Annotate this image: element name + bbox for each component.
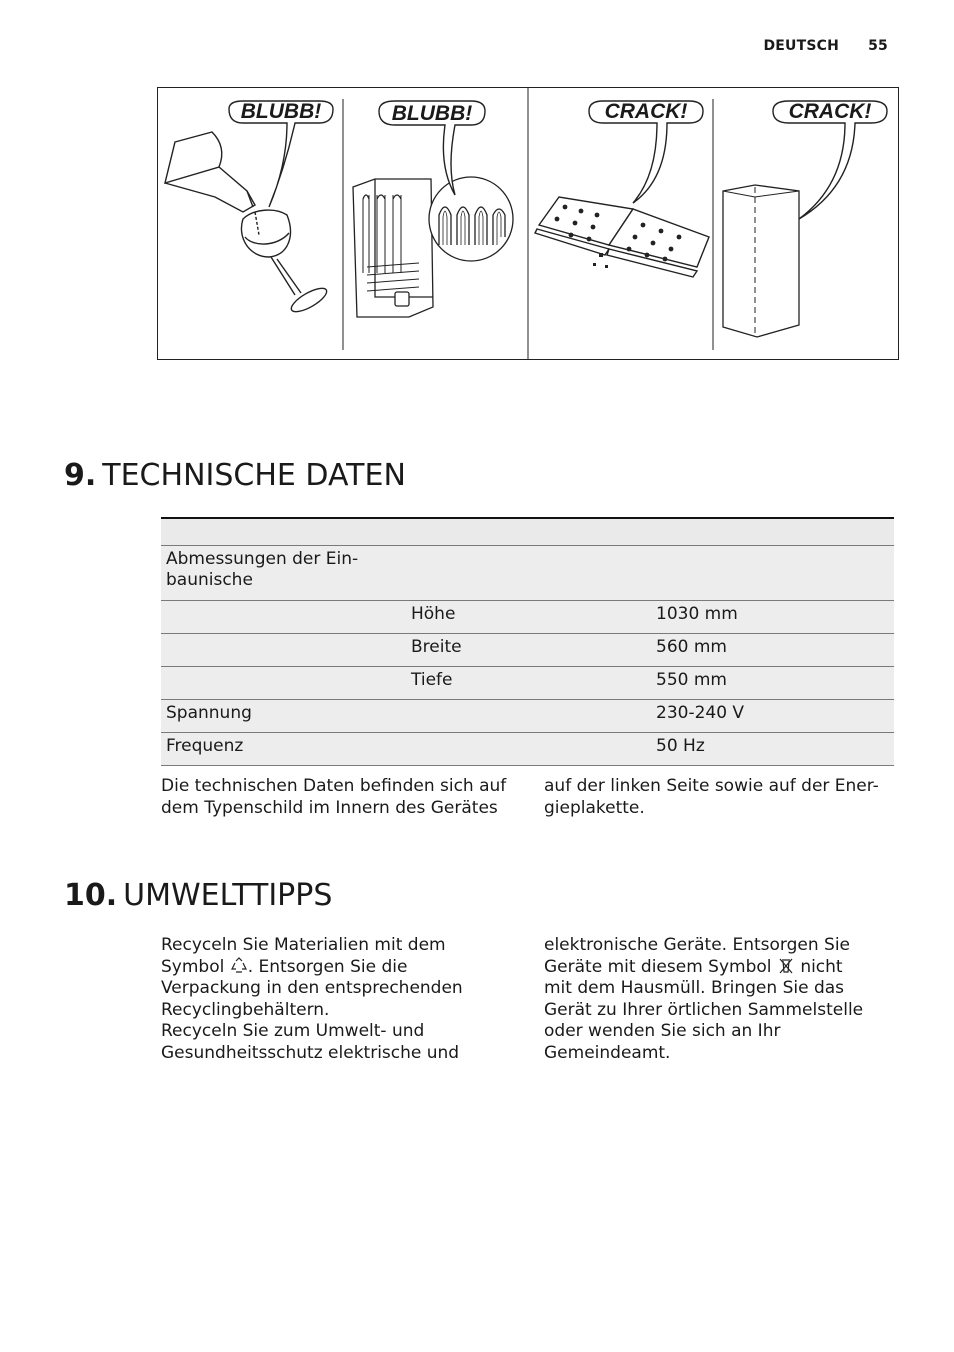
section-title: TECHNISCHE DATEN <box>102 458 406 493</box>
table-cell: Spannung <box>161 700 406 733</box>
env-text-left <box>161 935 491 1064</box>
section-heading <box>64 458 406 493</box>
paragraph-text: elektronische Geräte. Entsorgen Sie Geräte mit diesem Symbol <box>544 935 851 977</box>
fridge-back-icon <box>353 179 433 317</box>
coil-detail-icon <box>429 177 513 261</box>
page-number: 55 <box>868 38 888 54</box>
noise-illustration <box>157 87 899 360</box>
table-row <box>161 601 894 634</box>
language-label: DEUTSCH <box>763 38 840 54</box>
table-cell: 230-240 V <box>651 700 894 733</box>
table-cell: Tiefe <box>406 667 651 700</box>
table-cell: 550 mm <box>651 667 894 700</box>
table-cell: Breite <box>406 634 651 667</box>
table-cell: Höhe <box>406 601 651 634</box>
table-cell <box>406 546 651 601</box>
table-cell <box>406 700 651 733</box>
table-cell <box>161 601 406 634</box>
table-header-row <box>161 518 894 546</box>
paragraph-text: nicht mit dem Hausmüll. Bringen Sie das Gerät zu Ihrer örtlichen Sammelstelle oder wenden Sie sich an Ihr Gemeindeamt. <box>544 956 864 1063</box>
table-row <box>161 733 894 766</box>
bubble-text-2: BLUBB! <box>391 102 473 125</box>
table-row <box>161 634 894 667</box>
table-cell <box>161 667 406 700</box>
table-cell <box>406 733 651 766</box>
table-row <box>161 546 894 601</box>
paragraph-text: Recyceln Sie Materialien mit dem Symbol <box>161 935 446 977</box>
table-cell: 50 Hz <box>651 733 894 766</box>
table-cell <box>161 634 406 667</box>
crossed-bin-icon <box>777 957 795 975</box>
section-title: UMWELTTIPPS <box>123 878 333 913</box>
table-row <box>161 667 894 700</box>
fridge-front-icon <box>723 185 799 337</box>
table-cell: Frequenz <box>161 733 406 766</box>
table-cell: 1030 mm <box>651 601 894 634</box>
paragraph-text: . Entsorgen Sie die Verpackung in den entsprechenden Recyclingbehältern. <box>161 956 463 1020</box>
table-cell: 560 mm <box>651 634 894 667</box>
section-heading <box>64 878 332 913</box>
section-number: 10. <box>64 878 118 913</box>
bubble-text-4: CRACK! <box>788 100 872 123</box>
table-cell <box>651 546 894 601</box>
page-header <box>763 38 888 54</box>
table-cell: Abmessungen der Ein- baunische <box>161 546 406 601</box>
technical-data-table <box>161 517 894 766</box>
bubble-text-1: BLUBB! <box>240 100 322 123</box>
recycle-icon <box>230 957 248 975</box>
note-right: auf der linken Seite sowie auf der Ener-gieplakette. <box>544 776 879 818</box>
table-row <box>161 700 894 733</box>
note-left: Die technischen Daten befinden sich auf dem Typenschild im Innern des Gerätes <box>161 776 507 818</box>
env-text-right <box>544 935 874 1064</box>
section-number: 9. <box>64 458 97 493</box>
bubble-text-3: CRACK! <box>604 100 688 123</box>
paragraph-text: Recyceln Sie zum Umwelt- und Gesundheitsschutz elektrische und <box>161 1021 460 1063</box>
